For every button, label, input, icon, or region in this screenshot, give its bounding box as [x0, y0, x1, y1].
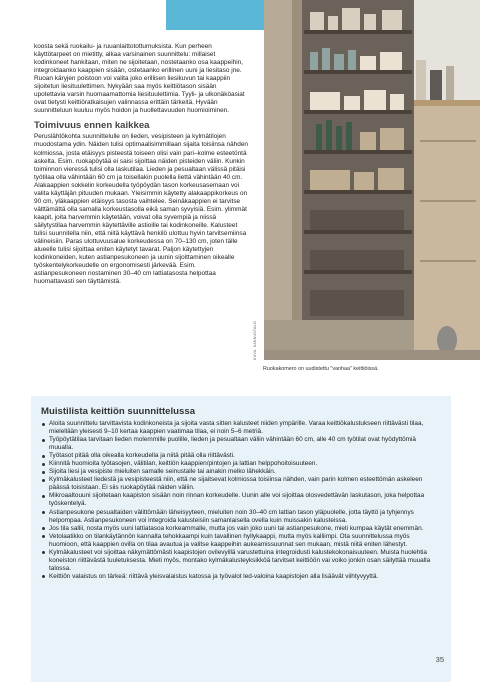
- checklist-item: [41, 468, 439, 476]
- checklist-item-text: Kylmäkalusteet liedestä ja vesipisteestä niin, että ne sijaitsevat kolmiossa toisiinsa nähden, vain parin kolmen esteettömän askeleen päässä toisistaan. Ei siis ruokapöytää näiden väliin.: [49, 476, 423, 492]
- checklist-item-text: Jos tila sallii, nosta myös uuni lattiatasoa korkeammalle, mutta jos vain joko uuni tai astianpesukone, mieti kumpaa käytät enemmän.: [49, 524, 424, 532]
- section-heading: Toimivuus ennen kaikkea: [34, 120, 150, 132]
- page-number: 35: [435, 655, 444, 664]
- checklist-title: Muistilista keittiön suunnittelussa: [41, 406, 196, 417]
- pantry-photo-image: [264, 0, 480, 360]
- checklist-item-text: Työpöytätilaa tarvitaan lieden molemmille puolille, lieden ja pesualtaan väliin vähintään 60 cm, alle 40 cm työtilat ovat hyödyttömiä muualla.: [49, 436, 416, 452]
- checklist-item-text: Sijoita liesi ja vesipiste mieluiten samalle seinustalle tai ainakin melko lähekkäin.: [49, 468, 276, 476]
- checklist-item-text: Aloita suunnittelu tarvittavista kodinkoneista ja sijoita vasta sitten kalusteet niiden ympärille. Varaa keittiökalustukseen riittävästi tilaa, mielellään yleisesti 9–10 kertaa kaappien vaatimaa tilaa, ei noin 5–6 metriä.: [49, 420, 424, 436]
- bullet-icon: [42, 471, 45, 474]
- section-body: Peruslähtökohta suunnittelulle on lieden, vesipisteen ja kylmätilojen muodostama ydin. Näiden tulisi optimaalisimmillaan sijaita toisiinsa nähden kolmiossa, josta etäisyys pisteestä toiseen olisi vain pari–kolme esteetöntä askelta. Esim. ruokapöytää ei saisi sijoittaa näiden pisteiden väliin. Kunkin toiminnon vieressä tulisi olla laskutilaa. Lieden ja pesualtaan välissä pitäisi työtilaa olla vähintään 60 cm ja toisellakin puolella liettä vähintään 40 cm. Alakaappien sokkelin korkeudella työpöydän tason korkeusasemaan voi valita käyttäjän pituuden mukaan. Yleisimmin käytetty alakaappikorkeus on 90 cm, yläkaappien etäisyys tasosta vaihtelee. Seinäkaappien ei tarvitse välttämättä olla samalla korkeustasolla eikä saman syvyisiä. Esim. ylimmät kaapit, joita harvemmin käytetään, voivat olla syvempiä ja niissä säilytystilaa harvemmin käytettäville astioille tai kodinkoneille. Kalusteet tulisi suunnitella niin, että niitä käyttävä henkilö ulottuu hyvin tarvitsemiinsa välineisiin. Paras ulottuvuusalue korkeudessa on 70–130 cm, joten tälle alueelle tulisi sijoittaa eniten käytetyt tavarat. Paljon käytettyjen kodinkoneiden, kuten astianpesukoneen ja uunin sijoittaminen oikealle työskentelykorkeudelle on ergonomisesti järkevää. Esim. astianpesukoneen nostaminen 30–40 cm lattiatasosta helpottaa huomattavasti sen täyttämistä.: [34, 133, 248, 286]
- bullet-icon: [42, 479, 45, 482]
- article-left-column: [34, 43, 248, 286]
- bullet-icon: [42, 551, 45, 554]
- bullet-icon: [42, 535, 45, 538]
- checklist-item: [41, 460, 439, 468]
- checklist-item-text: Mikroaaltouuni sijoitetaan kaapiston sisään noin rinnan korkeudelle. Uunin alle voi sijoittaa olosvedettävän laskutason, joka helpottaa työskentelyä.: [49, 492, 425, 508]
- bullet-icon: [42, 439, 45, 442]
- checklist-item: [41, 533, 439, 549]
- checklist-item: [41, 436, 439, 452]
- photo-caption: Ruokakomero on uudistettu "vanhaa" keittiöissä.: [263, 366, 379, 372]
- checklist-item: [41, 525, 439, 533]
- bullet-icon: [42, 527, 45, 530]
- bullet-icon: [42, 575, 45, 578]
- checklist-item-text: Työtasot pitää olla oikealla korkeudella ja niitä pitää olla riittävästi.: [49, 452, 235, 460]
- bullet-icon: [42, 511, 45, 514]
- checklist-item: [41, 476, 439, 492]
- checklist-item: [41, 492, 439, 508]
- checklist-item-text: Kylmäkalusteet voi sijoittaa näkymättömästi kaapistojen ovilevyillä varustettuina integroidusti kalustekokonaisuuteen. Muista huolehtia koneiston riittävästä tuuletuksesta. Mieti myös, montako kylmäkalusteyksikköä tarvitset keittiöön vai voiko jonkin osan säilyttää muualla talossa.: [49, 548, 431, 572]
- intro-paragraph: koosta sekä ruokailu- ja ruuanlaittotottumuksista. Kun perheen käyttötarpeet on mietitty, alkaa varsinainen suunnittelu: millaiset kodinkoneet hankitaan, miten ne sijoitetaan, nostetaanko osa kaappeihin, integroidaanko kaappien sisään, ostetaanko erillinen uuni ja liesitaso jne. Ruoan käryjen poistoon voi valita joko erillisen liesikuvun tai kaappiin sijoitetun liesituulettimen. Nykyään saa myös keittiötason sisään upotettavia varsin huomaamattomia liesituulettimia. Tyyli- ja ulkonäköasiat ovat tietysti keittiöratkaisujen valinnassa erittäin tärkeitä. Hyvään suunnitteluun kuuluu myös hoidon ja huollettavuuden huomioiminen.: [34, 43, 245, 115]
- pantry-photo: [264, 0, 480, 360]
- checklist-item: [41, 420, 439, 436]
- checklist-list: [41, 420, 439, 581]
- checklist-item-text: Keittiön valaistus on tärkeä: riittävä yleisvalaistus katossa ja työvalot led-valoina kaapistojen alla lisäävät viihtyvyyttä.: [49, 572, 379, 580]
- checklist-item: [41, 573, 439, 581]
- bullet-icon: [42, 423, 45, 426]
- bullet-icon: [42, 463, 45, 466]
- checklist-item: [41, 509, 439, 525]
- checklist-item: [41, 549, 439, 573]
- bullet-icon: [42, 455, 45, 458]
- bullet-icon: [42, 495, 45, 498]
- checklist-item: [41, 452, 439, 460]
- checklist-item-text: Vetolaatikko on tilankäytännön kannalta tehokkaampi kuin tavallinen hyllykaappi, mutta myös kalliimpi. Ota suunnittelussa myös huomioon, että kaappien ovilla on tilaa avautua ja valitse kaappeihin aukeamissuunnat sen mukaan, mistä niitä eniten lähestyt.: [49, 532, 410, 548]
- checklist-box: [31, 396, 451, 682]
- checklist-item-text: Kiinnitä huomioita työtasojen, välitilan, keittiön kaappien/pintojen ja lattian helppohoitoisuuteen.: [49, 460, 318, 468]
- photo-credit: KUVA: KANNUSTALO: [253, 321, 257, 360]
- checklist-item-text: Astianpesukone pesualtaiden välittömään läheisyyteen, mieluiten noin 30–40 cm lattian tason yläpuolelle, jotta täyttö ja tyhjennys helpompaa. Astianpesukoneen voi integroida kalusteisiin samanlaisella ovella kuin muissakin kalusteissa.: [49, 508, 414, 524]
